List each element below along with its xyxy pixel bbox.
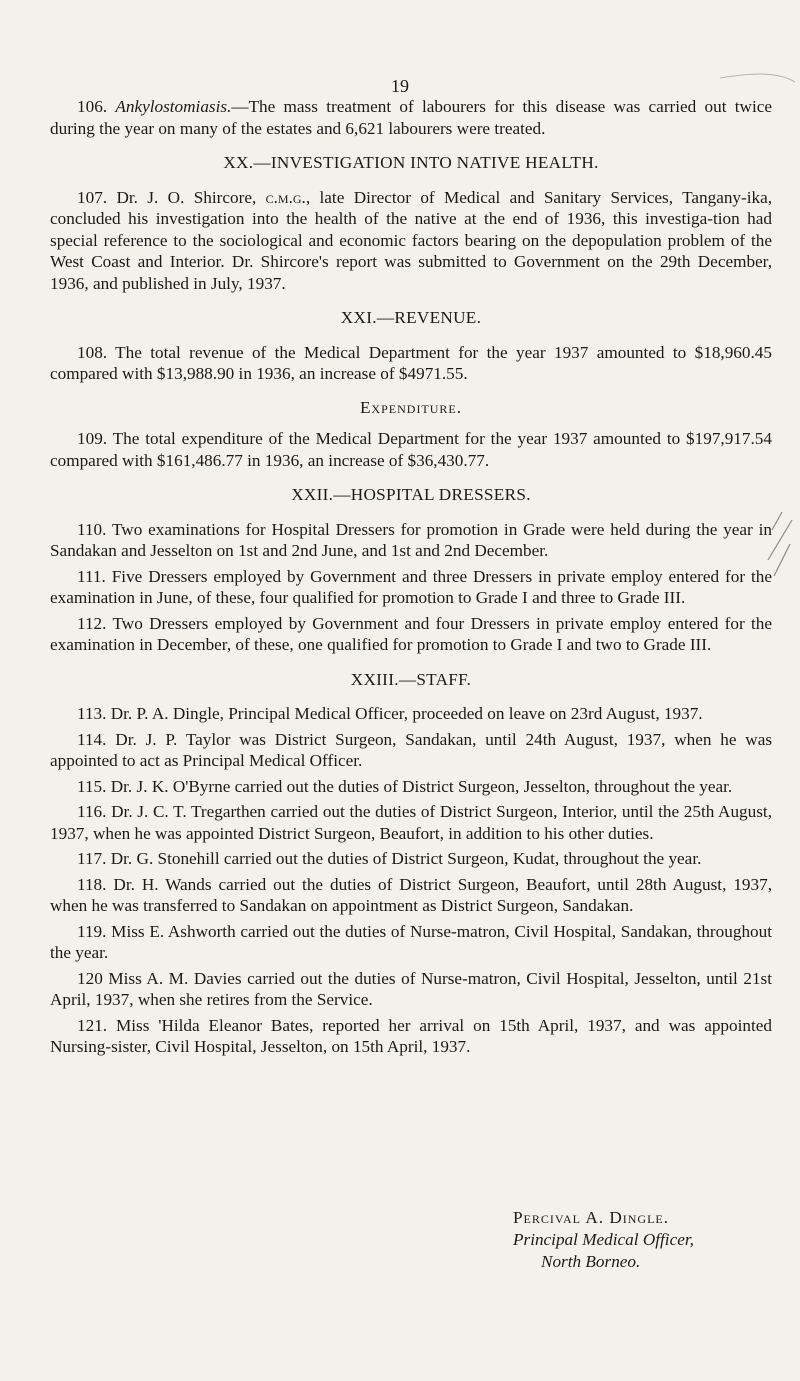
paragraph-text: Dr. J. O. Shircore, [116, 187, 266, 207]
paragraph-107 [50, 187, 772, 295]
paragraph-text: Dr. J. K. O'Byrne carried out the duties of District Surgeon, Jesselton, throughout the year. [110, 776, 733, 796]
paragraph-number: 114. [77, 729, 107, 749]
paragraph-114 [50, 729, 772, 772]
page-number: 19 [391, 76, 409, 96]
paragraph-number: 117. [77, 849, 107, 868]
paragraph-number: 109. [77, 429, 108, 448]
paragraph-number: 108. [77, 342, 108, 362]
paragraph-number: 112. [77, 613, 107, 633]
paragraph-number: 110. [77, 519, 107, 539]
paragraph-number: 107. [77, 187, 108, 207]
paragraph-text: Dr. H. Wands carried out the duties of District Surgeon, Beaufort, until 28th August, 1937, when he was transferred to Sandakan on appointment as District Surgeon, Sandakan. [50, 874, 772, 915]
section-heading-xxii: XXII.—HOSPITAL DRESSERS. [291, 485, 531, 504]
paragraph-text: Dr. J. C. T. Tregarthen carried out the duties of District Surgeon, Interior, until the 25th August, 1937, when he was appointed District Surgeon, Beaufort, in addition to his other duties. [50, 802, 772, 843]
paragraph-118 [50, 874, 772, 917]
pencil-stroke [772, 512, 782, 530]
paragraph-text: Two examinations for Hospital Dressers for promotion in Grade were held during the year in Sandakan and Jesselton on 1st and 2nd June, and 1st and 2nd December. [50, 519, 772, 560]
paragraph-number: 106. [77, 97, 108, 116]
paragraph-number: 121. [77, 1015, 108, 1035]
page-body [50, 96, 772, 1062]
paragraph-112 [50, 613, 772, 656]
paragraph-title: Ankylostomiasis. [115, 97, 232, 116]
section-heading-xx: XX.—INVESTIGATION INTO NATIVE HEALTH. [223, 153, 599, 172]
paragraph-text: Miss 'Hilda Eleanor Bates, reported her arrival on 15th April, 1937, and was appointed Nursing-sister, Civil Hospital, Jesselton, on 15th April, 1937. [50, 1015, 772, 1056]
paragraph-text: Miss A. M. Davies carried out the duties of Nurse-matron, Civil Hospital, Jesselton, until 21st April, 1937, when she retires from the Service. [50, 968, 773, 1009]
paragraph-120 [50, 968, 772, 1011]
paragraph-text: , late Director of Medical and Sanitary Services, Tangany-ika, concluded his investigation into the health of the native at the end of 1936, this investiga-tion had special reference to the sociological and economic factors bearing on the depopulation problem of the West Coast and Interior. Dr. Shircore's report was submitted to Government on the 29th December, 1936, and published in July, 1937. [50, 187, 773, 293]
signatory-place: North Borneo. [541, 1252, 641, 1271]
signature-block [513, 1207, 694, 1273]
signatory-name: Percival A. Dingle. [513, 1208, 670, 1227]
paragraph-text: Miss E. Ashworth carried out the duties of Nurse-matron, Civil Hospital, Sandakan, throughout the year. [50, 921, 772, 962]
paragraph-text: Dr. P. A. Dingle, Principal Medical Officer, proceeded on leave on 23rd August, 1937. [110, 704, 703, 723]
paragraph-106 [50, 96, 772, 139]
paragraph-text: Dr. J. P. Taylor was District Surgeon, Sandakan, until 24th August, 1937, when he was appointed to act as Principal Medical Officer. [50, 729, 773, 770]
signatory-title: Principal Medical Officer, [513, 1230, 694, 1249]
paragraph-number: 120 [77, 968, 103, 988]
paragraph-111 [50, 566, 772, 609]
paragraph-116 [50, 801, 772, 844]
paragraph-text: Two Dressers employed by Government and four Dressers in private employ entered for the examination in December, of these, one qualified for promotion to Grade I and two to Grade III. [50, 613, 772, 654]
paragraph-text: Dr. G. Stonehill carried out the duties of District Surgeon, Kudat, throughout the year. [110, 849, 702, 868]
paragraph-113 [50, 703, 772, 725]
paragraph-text: The total revenue of the Medical Department for the year 1937 amounted to $18,960.45 compared with $13,988.90 in 1936, an increase of $4971.55. [50, 342, 772, 383]
paragraph-number: 118. [77, 874, 107, 894]
paragraph-119 [50, 921, 772, 964]
pencil-stroke [774, 544, 790, 576]
subheading-expenditure: Expenditure. [359, 397, 463, 417]
paragraph-110 [50, 519, 772, 562]
paragraph-number: 119. [77, 921, 107, 941]
paragraph-text: Five Dressers employed by Government and three Dressers in private employ entered for the examination in June, of these, four qualified for promotion to Grade I and three to Grade III. [50, 566, 773, 607]
paragraph-117 [50, 848, 772, 870]
paragraph-number: 111. [77, 566, 106, 586]
section-heading-xxi: XXI.—REVENUE. [340, 308, 482, 327]
paragraph-number: 115. [77, 776, 107, 796]
paragraph-109 [50, 428, 772, 471]
paragraph-number: 116. [77, 802, 107, 821]
section-heading-xxiii: XXIII.—STAFF. [350, 669, 472, 689]
paragraph-108 [50, 342, 772, 385]
paragraph-text: —The mass treatment of labourers for this disease was carried out twice during the year on many of the estates and 6,621 labourers were treated. [50, 97, 772, 138]
paragraph-number: 113. [77, 704, 107, 723]
honours-text: c.m.g. [265, 187, 306, 207]
paragraph-text: The total expenditure of the Medical Department for the year 1937 amounted to $197,917.54 compared with $161,486.77 in 1936, an increase of $36,430.77. [50, 429, 772, 470]
paragraph-115 [50, 776, 772, 798]
paragraph-121 [50, 1015, 772, 1058]
